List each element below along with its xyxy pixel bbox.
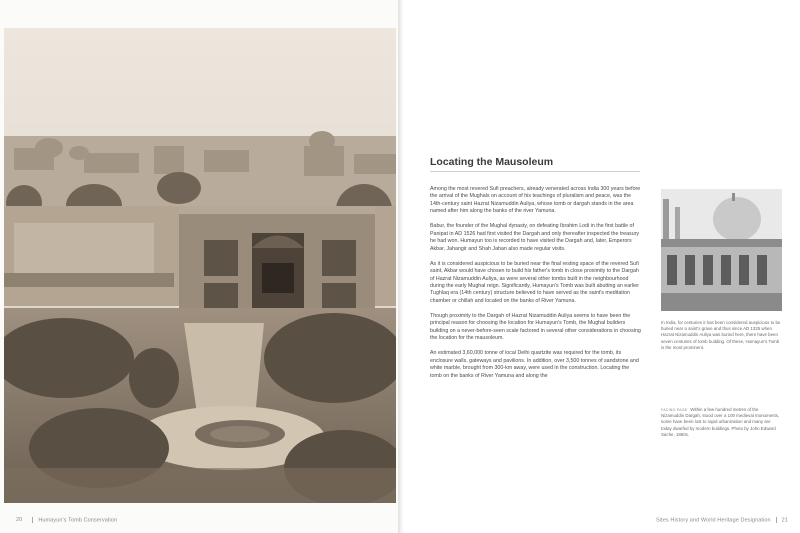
left-folio [16,517,117,523]
right-running-title: Sites History and World Heritage Designation [656,517,771,524]
body-text [430,186,642,387]
right-page-number: 21 [781,517,788,524]
paragraph: Though proximity to the Dargah of Hazrat Nizamuddin Auliya seems to have been the principal reason for choosing the location for Humayun's Tomb, the Mughal builders building on a never-before-seen scale factored in several other considerations in choosing the location for the mausoleum. [430,312,641,342]
right-folio [656,517,788,523]
paragraph: An estimated 3,60,000 tonne of local Delhi quartzite was required for the tomb, its enclosure walls, gateways and pavilions. In addition, over 3,500 tonnes of sandstone and white marble, brought from 300-km away, were used in the construction. Locating the tomb on the banks of River Yamuna and along the [430,350,639,379]
section-heading: Locating the Mausoleum [430,156,554,168]
paragraph: As it is considered auspicious to be buried near the final resting space of the revered Sufi saint, Akbar would have chosen to build his father's tomb in close proximity to the Dargah of Hazrat Nizamuddin Auliya, as were several other tombs built in the neighbourhood during the early Mughal reign. Significantly, Humayun's Tomb was built abutting an earlier Tughlaq era (14th century) structure believed to have served as the saint's meditation chamber or chillah and located on the banks of River Yamuna. [430,260,639,304]
left-running-title: Humayun's Tomb Conservation [38,517,118,524]
archival-photo [4,28,396,503]
facing-page-caption [661,407,781,438]
gutter-shadow [398,0,404,533]
gateway [179,206,375,321]
paragraph: Babur, the founder of the Mughal dynasty, on defeating Ibrahim Lodi in the first battle of Panipat in AD 1526 had first visited the Dargah and only thereafter inspected the treasury he had won. Humayun too is recorded to have visited the Dargah and, later, Emperors Akbar, Jahangir and Shah Jahan also made regular visits. [430,223,640,252]
caption-text: Within a few hundred metres of the Nizamuddin Dargah, stood over a 100 medieval monuments, some have been lost to rapid urbanization and many are today dwarfed by modern buildings. Photo by John Edward Sache, 1860s. [661,407,780,437]
photo-caption: In India, for centuries it has been considered auspicious to be buried near a saint's grave and thus since AD 1325 when Hazrat Nizamuddin Auliya was buried here, there have been seven centuries of tomb building. Of these, Humayun's Tomb is the most prominent. [661,320,781,350]
left-page-number: 20 [16,517,23,524]
dargah-photo [661,189,782,311]
heading-rule [430,171,640,172]
caption-label: FACING PAGE [661,408,688,412]
paragraph: Among the most revered Sufi preachers, already venerated across India 300 years before the arrival of the Mughals on account of his teachings of pluralism and peace, was the 14th-century saint Hazrat Nizamuddin Auliya, whose tomb or dargah stands in the area named after him along the banks of the river Yamuna. [430,186,641,215]
